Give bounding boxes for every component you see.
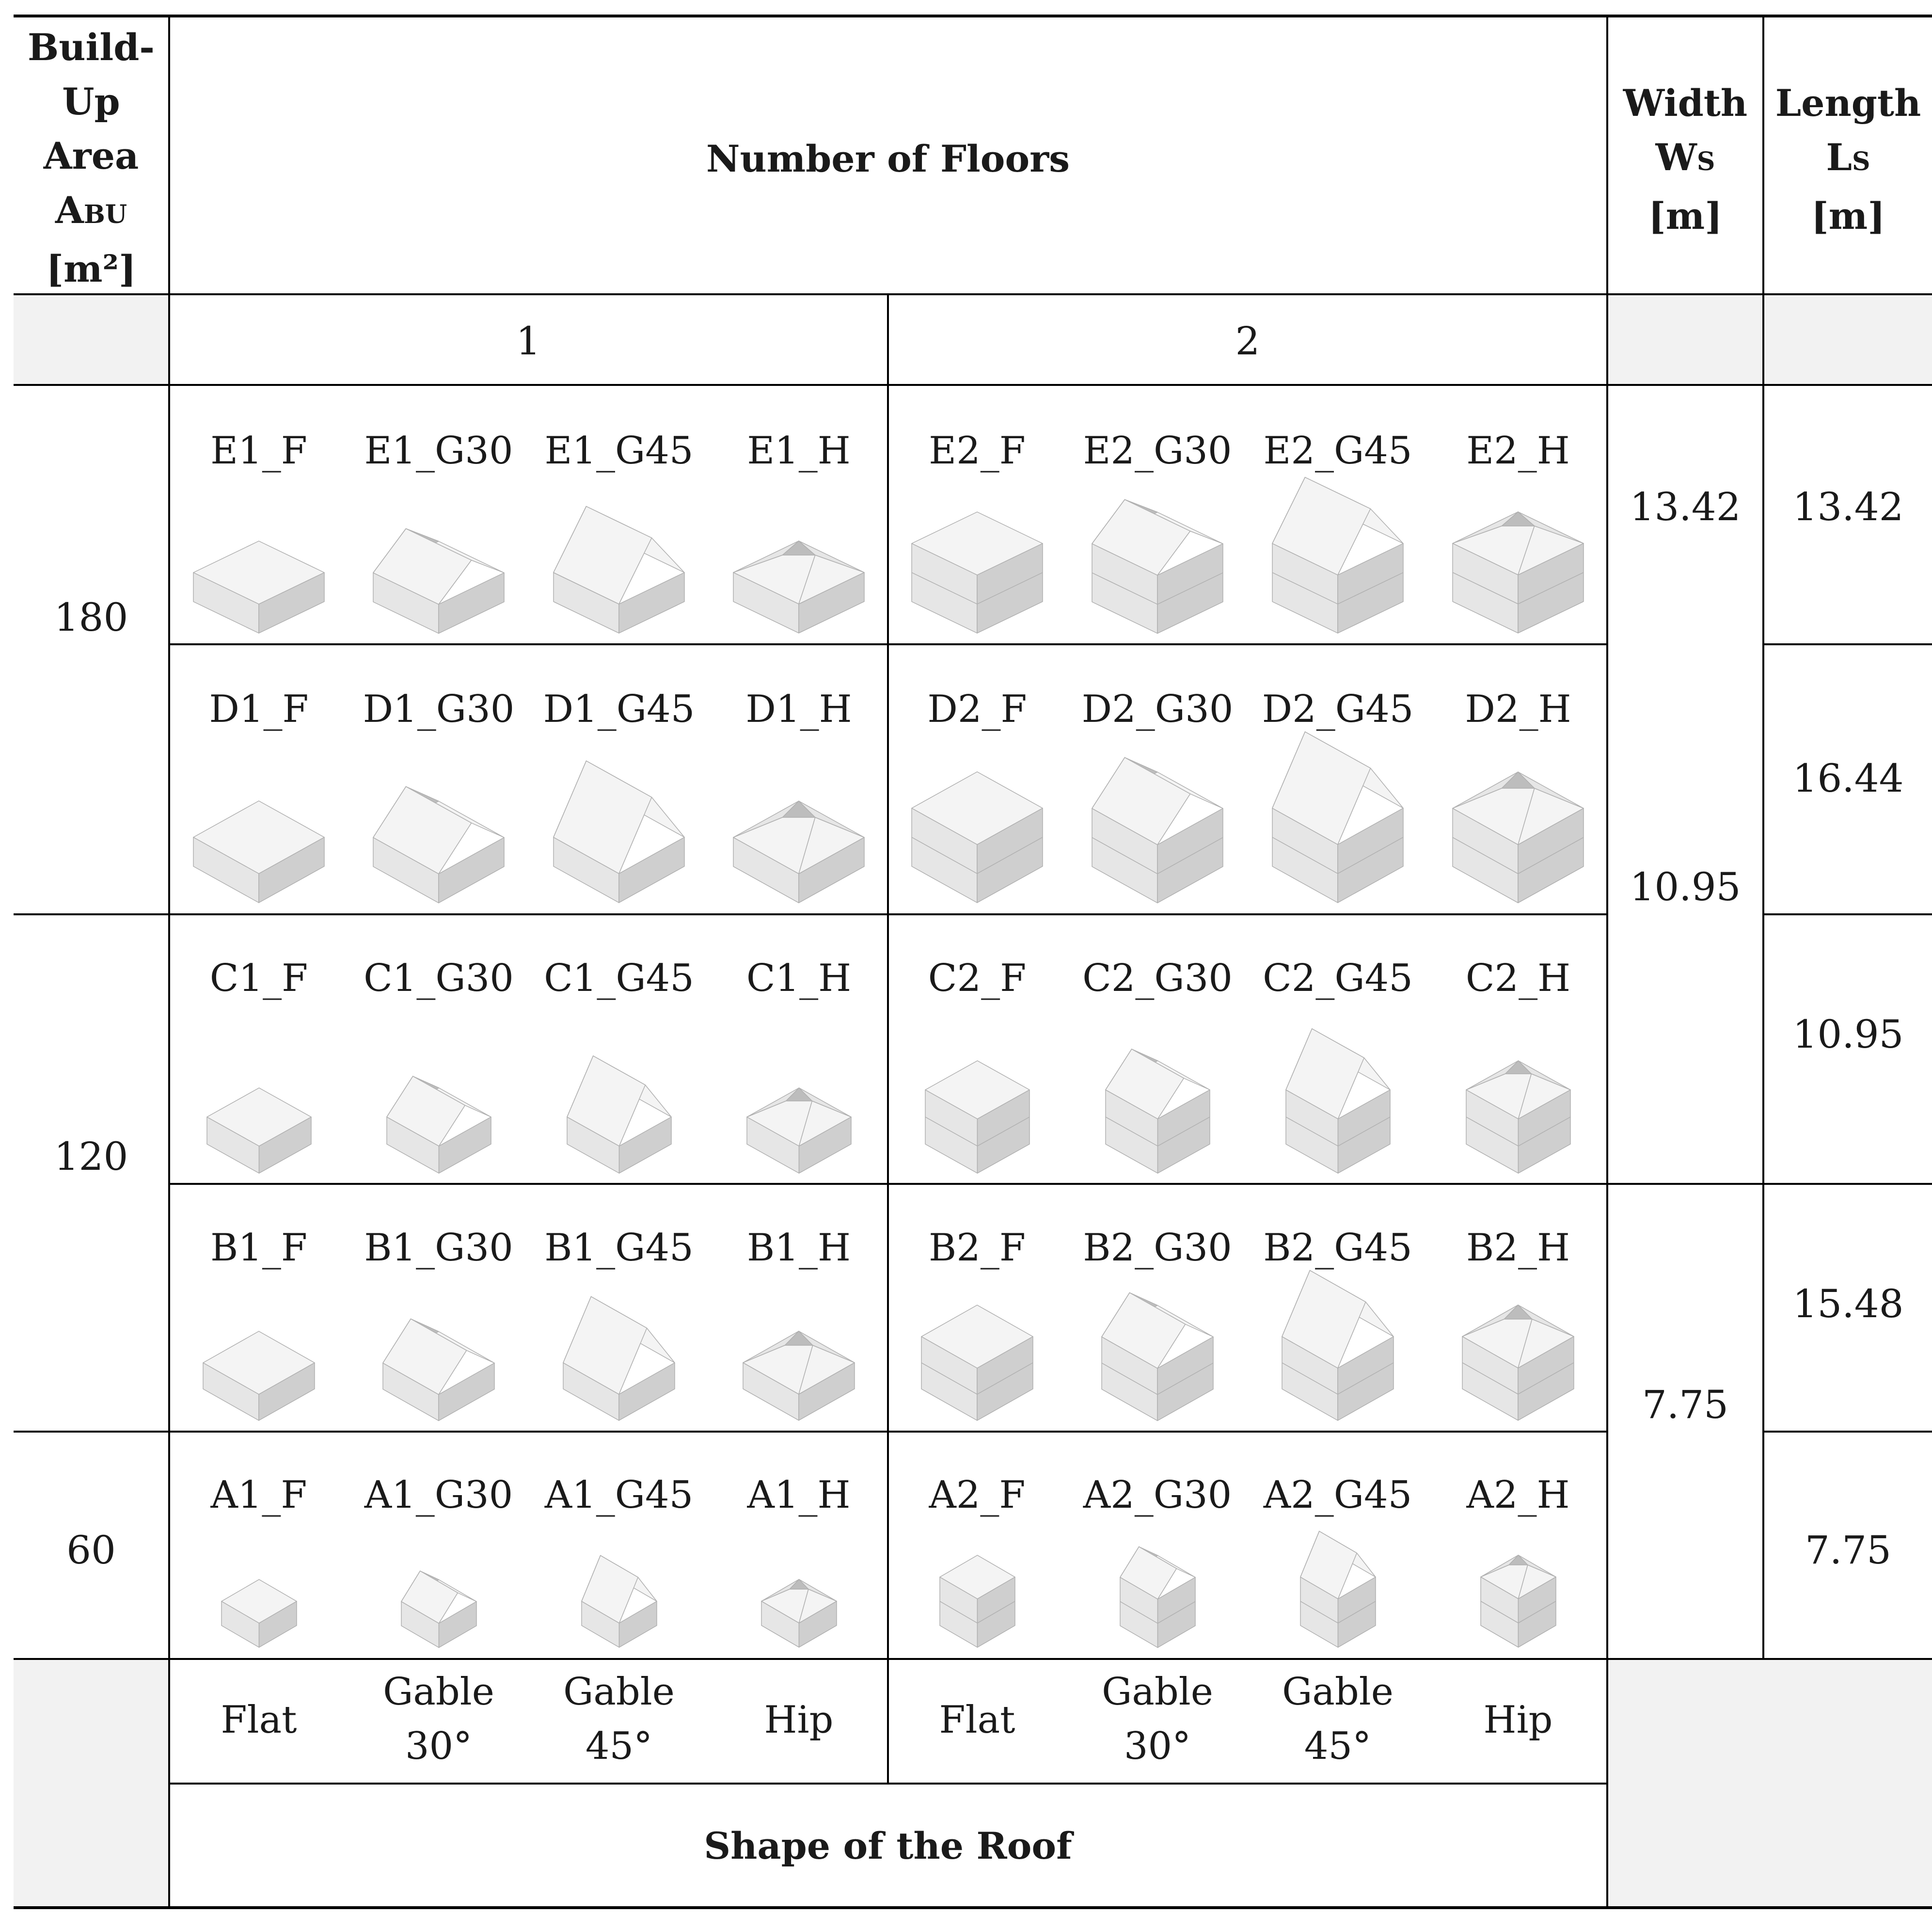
- building-code: B1_G30: [364, 1226, 513, 1270]
- building-code: D2_F: [927, 687, 1027, 731]
- roof-type-label: [348, 1665, 529, 1773]
- building-drawing-g45-roof: [1270, 460, 1405, 637]
- roof-type-name: Hip: [1483, 1698, 1553, 1742]
- building-code: A2_G45: [1263, 1473, 1412, 1517]
- building-code: D1_G30: [363, 687, 515, 731]
- building-code: E2_G45: [1263, 429, 1412, 473]
- building-drawing-g30-roof: [385, 1060, 493, 1177]
- building-drawing-hip-roof: [1460, 1286, 1576, 1424]
- building-code: B1_G45: [544, 1226, 694, 1270]
- roof-type-angle: 45°: [1304, 1724, 1372, 1768]
- building-code: C1_H: [746, 956, 852, 1000]
- building-code: A1_H: [747, 1473, 851, 1517]
- building-code: E1_G45: [544, 429, 694, 473]
- row-rule: [1763, 643, 1932, 645]
- building-drawing-hip-roof: [760, 1565, 839, 1651]
- building-drawing-g45-roof: [1284, 1012, 1392, 1177]
- building-code: A1_G45: [544, 1473, 694, 1517]
- length-value: 16.44: [1792, 756, 1904, 801]
- row-rule: [1763, 1431, 1932, 1433]
- col-rule: [1762, 15, 1764, 1659]
- building-code: D1_H: [745, 687, 852, 731]
- shade-cell: [14, 295, 170, 385]
- row-rule: [14, 913, 1607, 915]
- building-drawing-g45-roof: [1280, 1253, 1395, 1424]
- bottom-rule: [14, 1906, 1932, 1909]
- row-rule: [1607, 1183, 1932, 1185]
- building-drawing-hip-roof: [1451, 750, 1585, 907]
- building-code: D2_G45: [1262, 687, 1414, 731]
- width-value: 10.95: [1630, 864, 1741, 909]
- building-drawing-g30-roof: [371, 511, 506, 638]
- roof-type-name: Flat: [939, 1698, 1015, 1742]
- building-code: D2_H: [1465, 687, 1571, 731]
- building-code: A2_H: [1466, 1473, 1570, 1517]
- shade-cell: [14, 1659, 170, 1907]
- building-drawing-g45-roof: [1299, 1518, 1378, 1651]
- building-code: A1_G30: [364, 1473, 513, 1517]
- length-header: Length LS [m]: [1775, 81, 1921, 238]
- building-drawing-g30-roof: [1100, 1275, 1215, 1425]
- building-code: E1_G30: [364, 429, 513, 473]
- building-drawing-g30-roof: [1090, 737, 1225, 907]
- roof-type-angle: 45°: [585, 1724, 653, 1768]
- building-code: C1_G30: [364, 956, 514, 1000]
- subheader-rule: [14, 384, 1932, 386]
- building-code: D2_G30: [1081, 687, 1234, 731]
- roof-type-name: Gable: [1282, 1670, 1394, 1714]
- col-rule: [887, 293, 889, 1784]
- building-drawing-hip-roof: [1464, 1043, 1572, 1177]
- roof-type-label: [1248, 1665, 1428, 1773]
- roof-type-angle: 30°: [405, 1724, 473, 1768]
- building-drawing-flat-roof: [938, 1553, 1017, 1651]
- length-value: 13.42: [1792, 484, 1904, 529]
- top-rule: [14, 15, 1932, 17]
- roof-type-label: [887, 1693, 1067, 1747]
- building-code: E1_F: [210, 429, 307, 473]
- building-drawing-flat-roof: [910, 510, 1045, 637]
- roof-shape-footer: Shape of the Roof: [704, 1824, 1072, 1867]
- area-value: 180: [54, 595, 128, 640]
- building-drawing-g30-roof: [1104, 1033, 1212, 1177]
- floors-header: Number of Floors: [706, 137, 1070, 180]
- building-drawing-hip-roof: [745, 1070, 853, 1177]
- building-code: E1_H: [747, 429, 851, 473]
- building-code: C1_F: [209, 956, 308, 1000]
- building-code: E2_G30: [1083, 429, 1232, 473]
- row-rule: [1763, 913, 1932, 915]
- width-value: 13.42: [1630, 484, 1741, 529]
- building-drawing-flat-roof: [205, 1086, 313, 1177]
- roof-type-label: [709, 1693, 889, 1747]
- shade-cell: [1607, 1659, 1932, 1907]
- building-drawing-flat-roof: [919, 1303, 1035, 1424]
- area-header: Build- Up Area ABU [m²]: [28, 26, 155, 290]
- building-drawing-hip-roof: [731, 522, 866, 637]
- building-drawing-hip-roof: [1479, 1541, 1558, 1651]
- building-code: B1_H: [747, 1226, 851, 1270]
- building-drawing-g45-roof: [580, 1543, 659, 1651]
- building-drawing-hip-roof: [741, 1312, 856, 1424]
- length-value: 15.48: [1792, 1281, 1904, 1326]
- roof-type-name: Gable: [563, 1670, 675, 1714]
- roof-type-angle: 30°: [1124, 1724, 1191, 1768]
- building-code: B2_G30: [1083, 1226, 1232, 1270]
- building-drawing-flat-roof: [201, 1329, 317, 1424]
- roof-type-name: Hip: [764, 1698, 834, 1742]
- row-rule: [14, 1431, 1607, 1433]
- area-value: 60: [66, 1528, 116, 1573]
- length-value: 7.75: [1805, 1528, 1892, 1573]
- building-code: E2_H: [1466, 429, 1570, 473]
- building-code: B2_G45: [1263, 1226, 1412, 1270]
- building-drawing-g45-roof: [552, 741, 686, 907]
- building-drawing-flat-roof: [191, 539, 326, 637]
- building-code: C2_H: [1465, 956, 1571, 1000]
- building-drawing-g30-roof: [1118, 1534, 1197, 1652]
- building-drawing-g30-roof: [381, 1301, 496, 1425]
- header-rule: [14, 293, 1932, 295]
- building-drawing-g30-roof: [399, 1558, 478, 1652]
- roof-type-label: [1428, 1693, 1608, 1747]
- building-drawing-g45-roof: [565, 1039, 673, 1177]
- building-drawing-g30-roof: [371, 766, 506, 907]
- roof-type-name: Flat: [221, 1698, 297, 1742]
- row-rule: [14, 1658, 1932, 1660]
- building-drawing-hip-roof: [731, 779, 866, 907]
- building-drawing-g45-roof: [1270, 712, 1405, 907]
- building-code: A2_G30: [1083, 1473, 1232, 1517]
- width-header: Width WS [m]: [1623, 81, 1748, 238]
- roof-type-name: Gable: [1102, 1670, 1213, 1714]
- building-drawing-flat-roof: [923, 1059, 1031, 1177]
- building-drawing-g45-roof: [561, 1279, 677, 1424]
- floor-2-label: 2: [1235, 319, 1260, 364]
- building-code: D1_F: [209, 687, 309, 731]
- building-drawing-g30-roof: [1090, 482, 1225, 638]
- length-value: 10.95: [1792, 1012, 1904, 1057]
- area-value: 120: [54, 1134, 128, 1179]
- shade-cell: [1763, 295, 1932, 385]
- building-code: C2_G45: [1263, 956, 1413, 1000]
- width-value: 7.75: [1642, 1382, 1729, 1427]
- building-drawing-flat-roof: [220, 1578, 299, 1651]
- shade-cell: [1607, 295, 1761, 385]
- roof-type-label: [169, 1693, 349, 1747]
- building-code: C2_G30: [1082, 956, 1233, 1000]
- building-drawing-flat-roof: [910, 770, 1045, 907]
- building-drawing-hip-roof: [1451, 493, 1585, 637]
- roof-type-name: Gable: [383, 1670, 494, 1714]
- building-code: B2_F: [928, 1226, 1026, 1270]
- building-code: C2_F: [928, 956, 1027, 1000]
- roof-type-label: [1067, 1665, 1248, 1773]
- roof-type-label: [529, 1665, 709, 1773]
- building-code: B2_H: [1466, 1226, 1570, 1270]
- building-code: A2_F: [929, 1473, 1026, 1517]
- building-code: E2_F: [929, 429, 1026, 473]
- building-code: A1_F: [210, 1473, 307, 1517]
- building-drawing-flat-roof: [191, 799, 326, 907]
- building-drawing-g45-roof: [552, 489, 686, 637]
- floor-1-label: 1: [516, 319, 541, 364]
- building-code: B1_F: [210, 1226, 308, 1270]
- building-code: D1_G45: [543, 687, 695, 731]
- building-code: C1_G45: [544, 956, 694, 1000]
